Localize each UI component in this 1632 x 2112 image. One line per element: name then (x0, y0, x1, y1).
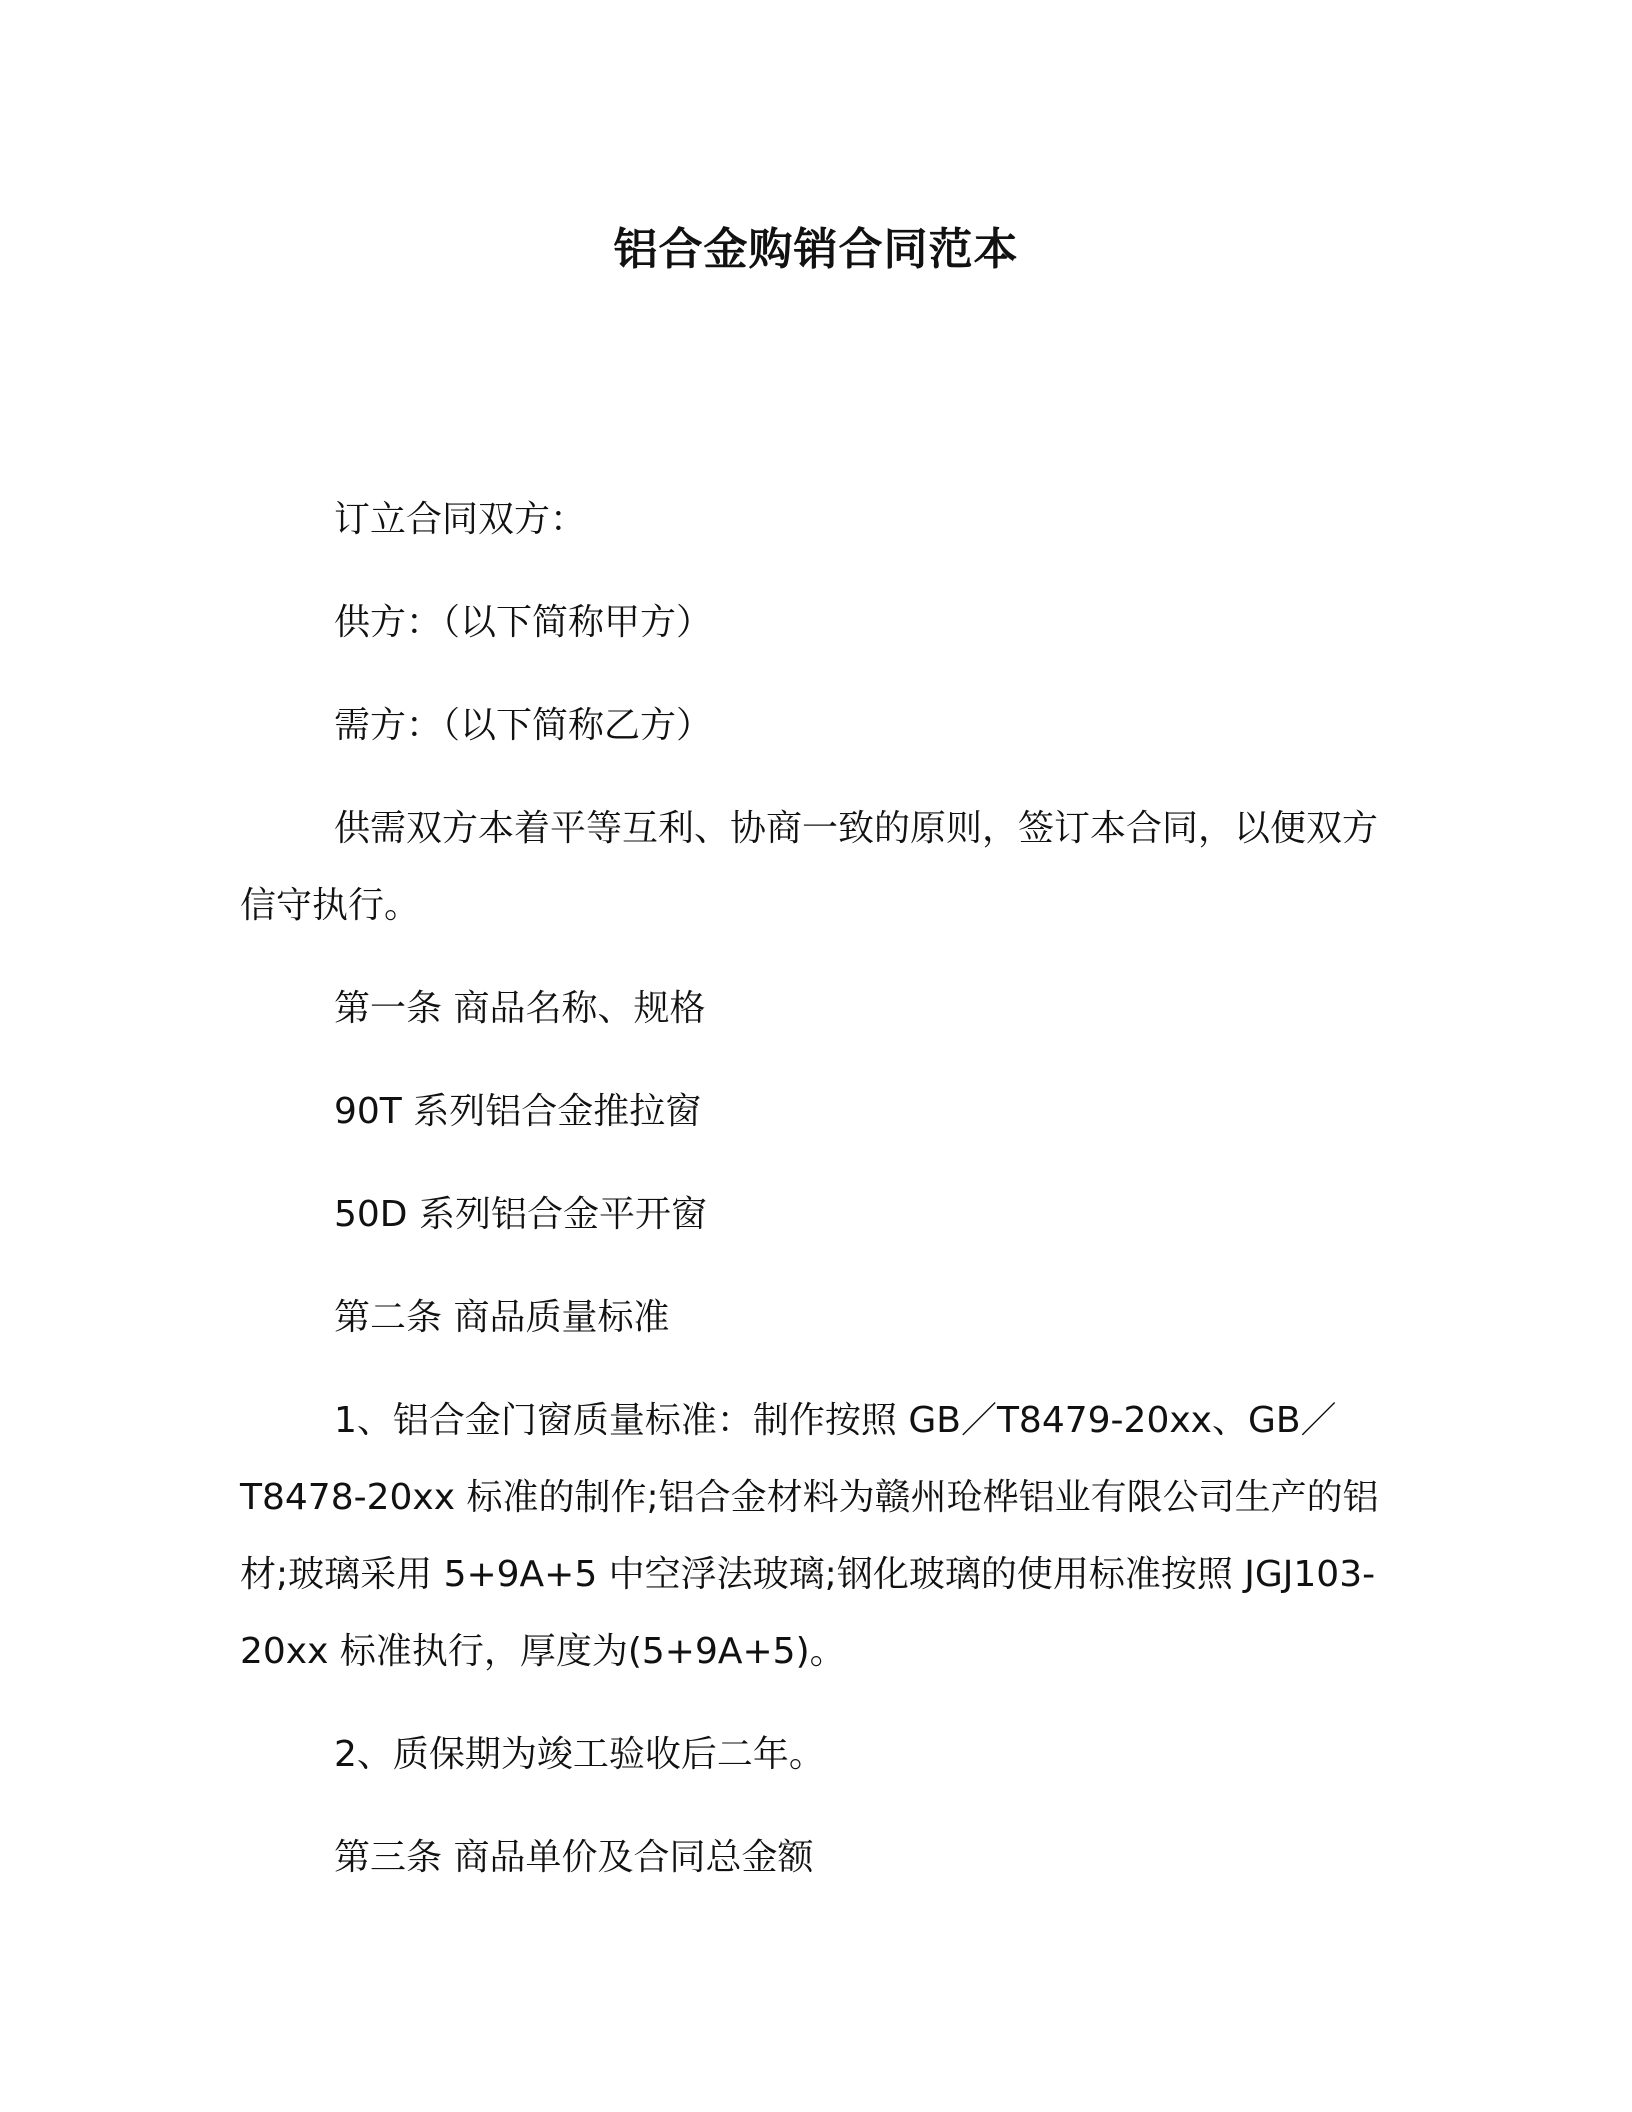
product-item-50d: 50D 系列铝合金平开窗 (334, 1194, 707, 1235)
paragraph-supplier: 供方：（以下简称甲方） (334, 602, 713, 643)
paragraph-quality-standard: 1、铝合金门窗质量标准：制作按照 GB／T8479-20xx、GB／T8478-20xx 标准的制作;铝合金材料为赣州玱桦铝业有限公司生产的铝材;玻璃采用 5+9A+5 中空浮法玻璃;钢化玻璃的使用标准按照 JGJ103-20xx 标准执行，厚度为(5+9A+5)。 (240, 1400, 1379, 1672)
article-2-heading: 第二条 商品质量标准 (334, 1297, 670, 1338)
article-1-heading: 第一条 商品名称、规格 (334, 988, 706, 1029)
paragraph-buyer: 需方：（以下简称乙方） (334, 705, 713, 746)
paragraph-warranty: 2、质保期为竣工验收后二年。 (334, 1734, 825, 1775)
paragraph-principle: 供需双方本着平等互利、协商一致的原则，签订本合同，以便双方信守执行。 (240, 808, 1379, 926)
product-item-90t: 90T 系列铝合金推拉窗 (334, 1091, 702, 1132)
document-title: 铝合金购销合同范本 (613, 224, 1019, 275)
paragraph-parties-intro: 订立合同双方： (334, 499, 587, 540)
article-3-heading: 第三条 商品单价及合同总金额 (334, 1837, 814, 1878)
